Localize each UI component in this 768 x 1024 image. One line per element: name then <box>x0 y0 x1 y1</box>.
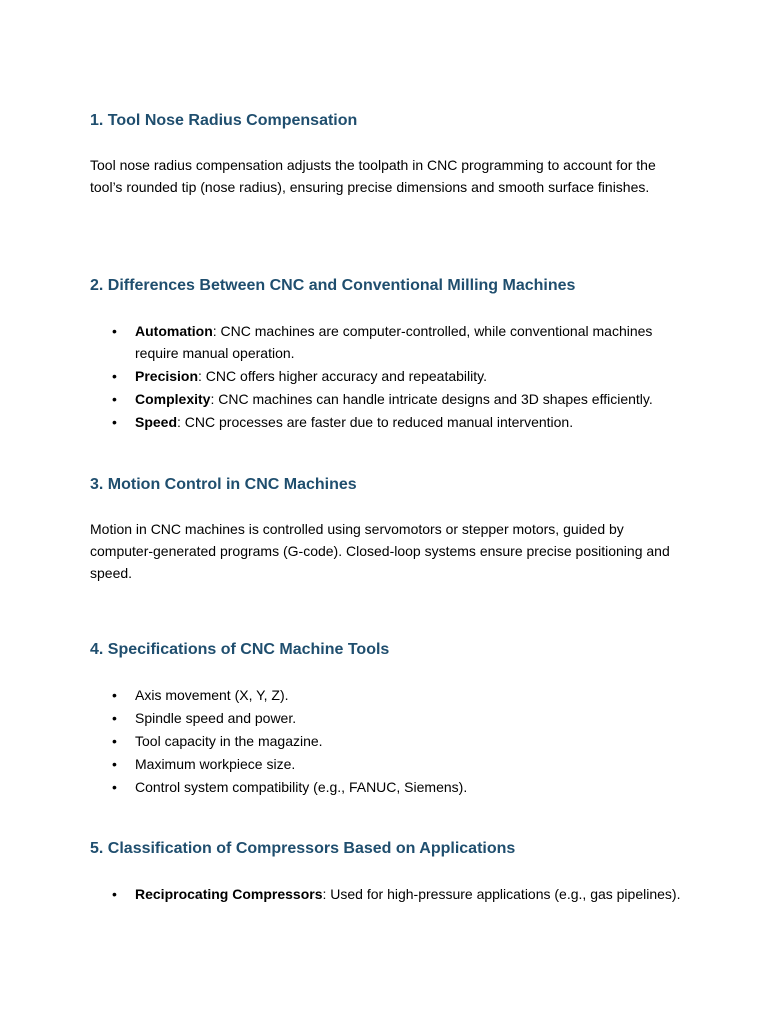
bullet-icon: • <box>112 414 117 430</box>
list-item <box>90 365 690 387</box>
list-item-text: Spindle speed and power. <box>135 710 297 726</box>
list-item <box>90 753 690 775</box>
section-4-list <box>90 684 690 799</box>
list-item <box>90 730 690 752</box>
list-item-text: : CNC offers higher accuracy and repeatability. <box>198 368 487 384</box>
list-item <box>90 411 690 433</box>
section-5-heading: 5. Classification of Compressors Based on Applications <box>90 840 516 857</box>
list-item-text: Control system compatibility (e.g., FANUC, Siemens). <box>135 779 468 795</box>
section-3-paragraph: Motion in CNC machines is controlled using servomotors or stepper motors, guided by computer-generated programs (G-code). Closed-loop systems ensure precise positioning and speed. <box>90 521 670 581</box>
list-item-text: : Used for high-pressure applications (e.g., gas pipelines). <box>322 886 681 902</box>
section-4-heading: 4. Specifications of CNC Machine Tools <box>90 641 390 658</box>
bullet-icon: • <box>112 710 117 726</box>
section-2-heading: 2. Differences Between CNC and Conventional Milling Machines <box>90 277 576 294</box>
bullet-icon: • <box>112 391 117 407</box>
list-item <box>90 388 690 410</box>
bullet-icon: • <box>112 687 117 703</box>
bullet-icon: • <box>112 756 117 772</box>
list-item-text: : CNC machines are computer-controlled, while conventional machines require manual operation. <box>135 323 653 361</box>
bullet-icon: • <box>112 368 117 384</box>
list-item-text: : CNC processes are faster due to reduced manual intervention. <box>177 414 574 430</box>
list-item <box>90 320 690 364</box>
list-item-term: Automation <box>135 323 213 339</box>
list-item-term: Complexity <box>135 391 211 407</box>
list-item <box>90 707 690 729</box>
list-item-term: Reciprocating Compressors <box>135 886 323 902</box>
section-1-heading: 1. Tool Nose Radius Compensation <box>90 112 358 129</box>
bullet-icon: • <box>112 323 117 339</box>
list-item <box>90 684 690 706</box>
bullet-icon: • <box>112 886 117 902</box>
section-2-list <box>90 320 690 434</box>
list-item-text: Maximum workpiece size. <box>135 756 296 772</box>
bullet-icon: • <box>112 779 117 795</box>
list-item-text: : CNC machines can handle intricate designs and 3D shapes efficiently. <box>210 391 653 407</box>
section-1-paragraph: Tool nose radius compensation adjusts the toolpath in CNC programming to account for the tool’s rounded tip (nose radius), ensuring precise dimensions and smooth surface finishes. <box>90 157 656 195</box>
bullet-icon: • <box>112 733 117 749</box>
section-3-heading: 3. Motion Control in CNC Machines <box>90 476 357 493</box>
section-5-list <box>90 883 690 906</box>
list-item-term: Speed <box>135 414 178 430</box>
list-item <box>90 883 690 905</box>
list-item-text: Tool capacity in the magazine. <box>135 733 323 749</box>
list-item-term: Precision <box>135 368 199 384</box>
list-item <box>90 776 690 798</box>
list-item-text: Axis movement (X, Y, Z). <box>135 687 289 703</box>
